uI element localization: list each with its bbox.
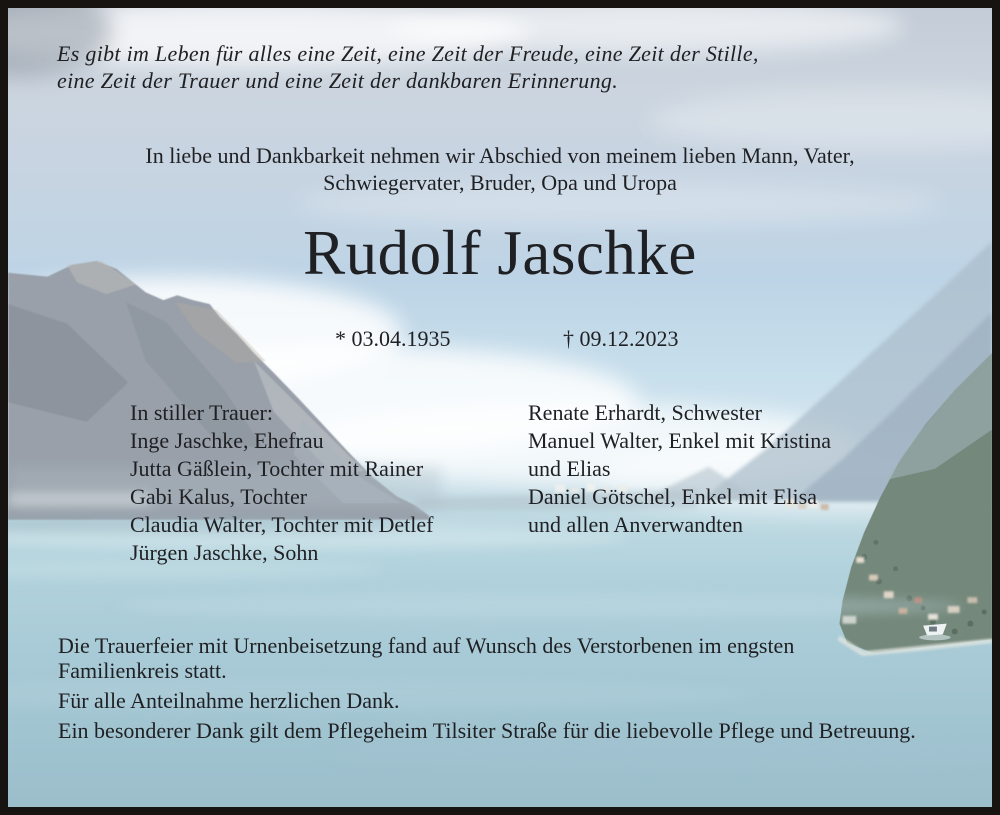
care-home-thanks-paragraph: Ein besonderer Dank gilt dem Pflegeheim Tilsiter Straße für die liebevolle Pflege und Betreuung. — [58, 718, 916, 743]
mourner-line: und allen Anverwandten — [528, 512, 744, 537]
mourner-line: Inge Jaschke, Ehefrau — [130, 428, 324, 453]
mourners-column-right — [528, 399, 831, 539]
mourner-line: Gabi Kalus, Tochter — [130, 484, 308, 509]
mourner-line: Jürgen Jaschke, Sohn — [130, 540, 319, 565]
mourner-line: Claudia Walter, Tochter mit Detlef — [130, 512, 434, 537]
mourner-line: und Elias — [528, 456, 611, 481]
deceased-name: Rudolf Jaschke — [303, 218, 697, 288]
mourners-heading: In stiller Trauer: — [130, 400, 273, 425]
mourner-line: Manuel Walter, Enkel mit Kristina — [528, 428, 832, 453]
funeral-info-paragraph: Die Trauerfeier mit Urnenbeisetzung fand auf Wunsch des Verstorbenen im engsten Familienkreis statt. — [58, 633, 795, 683]
farewell-intro-line-1: In liebe und Dankbarkeit nehmen wir Abschied von meinem lieben Mann, Vater, — [145, 143, 855, 168]
memorial-quote — [57, 40, 759, 94]
mourner-line: Jutta Gäßlein, Tochter mit Rainer — [130, 456, 424, 481]
thanks-paragraph: Für alle Anteilnahme herzlichen Dank. — [58, 688, 400, 713]
closing-block — [58, 633, 916, 748]
memorial-quote-line-1: Es gibt im Leben für alles eine Zeit, eine Zeit der Freude, eine Zeit der Stille, — [57, 41, 759, 66]
mourner-line: Renate Erhardt, Schwester — [528, 400, 762, 425]
farewell-intro-line-2: Schwiegervater, Bruder, Opa und Uropa — [323, 170, 677, 195]
birth-date: * 03.04.1935 — [335, 326, 451, 351]
memorial-quote-line-2: eine Zeit der Trauer und eine Zeit der dankbaren Erinnerung. — [57, 68, 619, 93]
mourner-line: Daniel Götschel, Enkel mit Elisa — [528, 484, 817, 509]
death-date: † 09.12.2023 — [563, 326, 679, 351]
mourners-column-left — [130, 399, 434, 567]
farewell-intro — [0, 142, 1000, 196]
